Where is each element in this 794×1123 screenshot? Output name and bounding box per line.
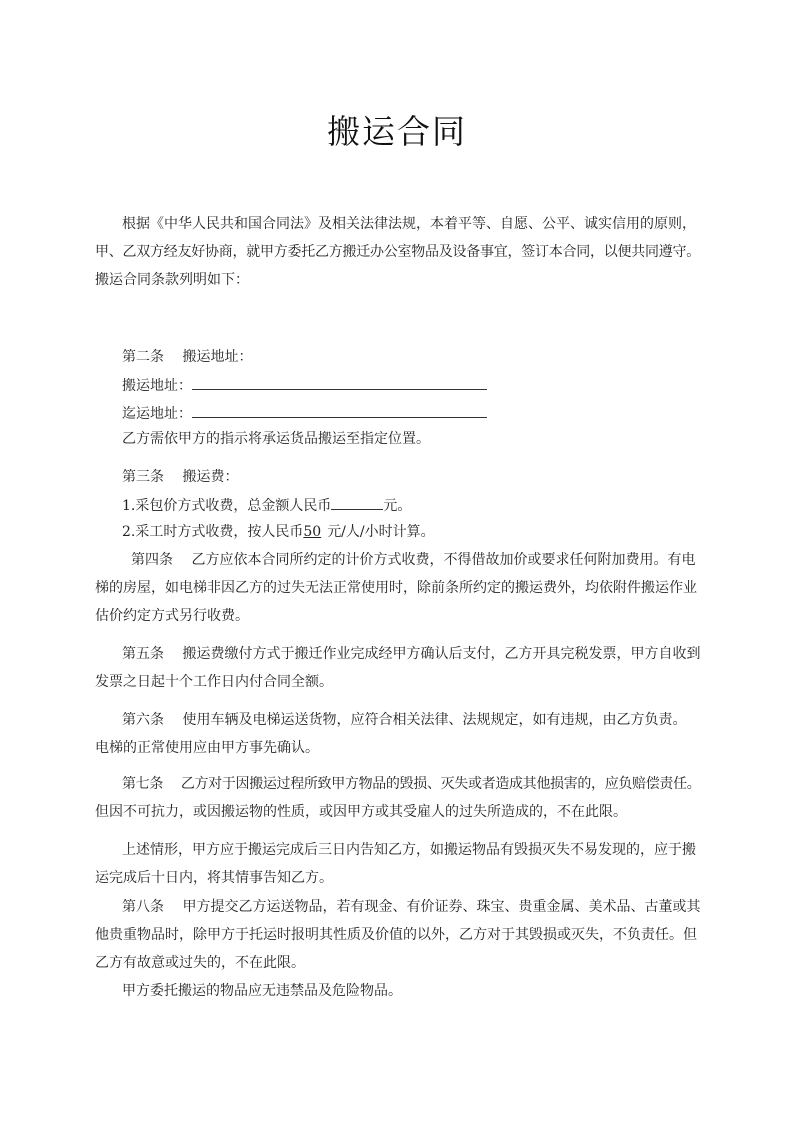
article-7-line-1: 第七条 乙方对于因搬运过程所致甲方物品的毁损、灭失或者造成其他损害的，应负赔偿责任。: [122, 776, 701, 792]
fee-item-1-prefix: 1.采包价方式收费，总金额人民币: [122, 498, 332, 514]
preamble-line-1: 根据《中华人民共和国合同法》及相关法律法规，本着平等、自愿、公平、诚实信用的原则，: [122, 216, 696, 232]
total-amount-blank[interactable]: [331, 494, 383, 510]
article-7-line-2: 但因不可抗力，或因搬运物的性质，或因甲方或其受雇人的过失所造成的，不在此限。: [95, 804, 627, 820]
article-8-line-1: 第八条 甲方提交乙方运送物品，若有现金、有价证券、珠宝、贵重金属、美术品、古董或其: [122, 899, 701, 915]
fee-item-1-suffix: 元。: [383, 498, 412, 514]
hourly-rate-amount: 50: [303, 524, 322, 540]
article-8-line-3: 乙方有故意或过失的，不在此限。: [95, 955, 305, 971]
notice-line-2: 运完成后十日内，将其情事告知乙方。: [95, 870, 333, 886]
article-2-note: 乙方需依甲方的指示将承运货品搬运至指定位置。: [122, 431, 430, 447]
article-6-line-1: 第六条 使用车辆及电梯运送货物，应符合相关法律、法规规定，如有违规，由乙方负责。: [122, 712, 687, 728]
article-8-line-2: 他贵重物品时，除甲方于托运时报明其性质及价值的以外，乙方对于其毁损或灭失，不负责任。但: [95, 927, 697, 943]
article-4-line-3: 估价约定方式另行收费。: [95, 608, 249, 624]
fee-item-2-prefix: 2.采工时方式收费，按人民币: [122, 524, 304, 540]
fee-item-2-suffix: 元/人/小时计算。: [327, 524, 435, 540]
notice-line-1: 上述情形，甲方应于搬运完成后三日内告知乙方，如搬运物品有毁损灭失不易发现的，应于搬: [122, 842, 696, 858]
article-4-line-2: 梯的房屋，如电梯非因乙方的过失无法正常使用时，除前条所约定的搬运费外，均依附件搬运作业: [95, 580, 697, 596]
document-title: 搬运合同: [327, 112, 467, 151]
from-address-row: [122, 374, 487, 396]
from-address-label: 搬运地址：: [122, 378, 192, 394]
from-address-blank[interactable]: [192, 374, 487, 390]
to-address-blank[interactable]: [192, 402, 487, 418]
closing-line: 甲方委托搬运的物品应无违禁品及危险物品。: [122, 983, 402, 999]
to-address-row: [122, 402, 487, 424]
preamble-line-3: 搬运合同条款列明如下：: [95, 272, 249, 288]
article-6-line-2: 电梯的正常使用应由甲方事先确认。: [95, 740, 319, 756]
article-4-line-1: 第四条 乙方应依本合同所约定的计价方式收费，不得借故加价或要求任何附加费用。有电: [131, 552, 696, 568]
to-address-label: 迄运地址：: [122, 406, 192, 422]
fee-item-1: [122, 494, 411, 516]
article-5-line-2: 发票之日起十个工作日内付合同全额。: [95, 674, 333, 690]
article-2-heading: 第二条 搬运地址：: [122, 349, 253, 365]
article-3-heading: 第三条 搬运费：: [122, 469, 239, 485]
preamble-line-2: 甲、乙双方经友好协商，就甲方委托乙方搬迁办公室物品及设备事宜，签订本合同，以便共同遵守。: [95, 244, 700, 260]
article-5-line-1: 第五条 搬运费缴付方式于搬迁作业完成经甲方确认后支付，乙方开具完税发票，甲方自收到: [122, 646, 701, 662]
fee-item-2: [122, 522, 435, 542]
